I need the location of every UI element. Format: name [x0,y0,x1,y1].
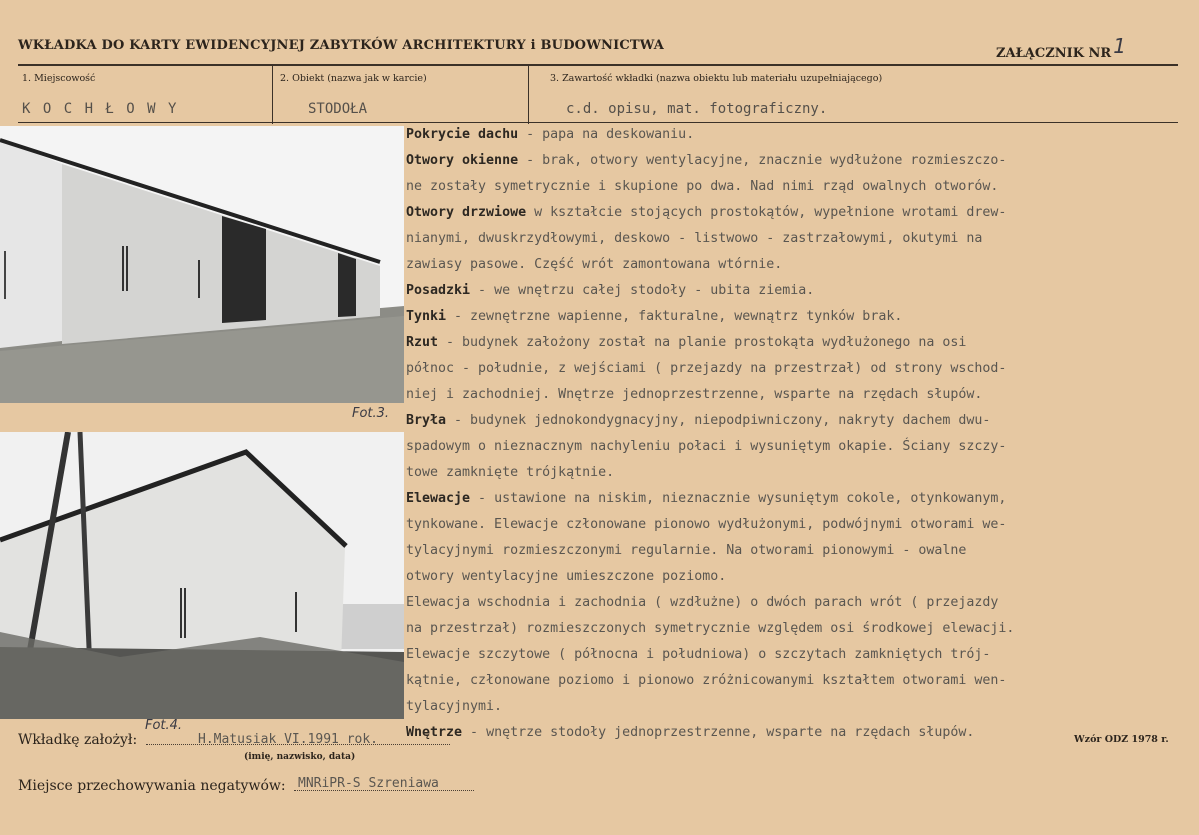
description-line [406,694,1014,720]
annex-number-handwritten: 1 [1113,34,1126,58]
description-heading: Posadzki [406,283,471,298]
description-heading: Tynki [406,309,447,324]
description-line [406,252,1014,278]
content-value: c.d. opisu, mat. fotograficzny. [566,101,828,117]
form-template-label: Wzór ODZ 1978 r. [1074,734,1169,745]
photo-barn-gable [0,432,404,719]
place-value: K O C H Ł O W Y [22,101,179,117]
description-line [406,668,1014,694]
description-text [406,122,1014,746]
description-content: otwory wentylacyjne umieszczone poziomo. [406,569,727,584]
description-heading: Otwory okienne [406,153,519,168]
photo-caption-1: Fot.3. [352,406,390,421]
description-content: w kształcie stojących prostokątów, wypełnione wrotami drew- [526,205,1007,220]
field-divider-1 [272,66,273,124]
description-content: na przestrzał) rozmieszczonych symetrycznie względem osi środkowej elewacji. [406,621,1015,636]
founder-label: Wkładkę założył: [18,732,138,748]
description-heading: Rzut [406,335,439,350]
header-rule [18,64,1178,66]
description-content: tylacyjnymi. [406,699,503,714]
description-content: - ustawione na niskim, nieznacznie wysuniętym cokole, otynkowanym, [470,491,1007,506]
description-line [406,304,1014,330]
description-line [406,434,1014,460]
description-content: północ - południe, z wejściami ( przejazdy na przestrzał) od strony wschod- [406,361,1007,376]
barn-photo-1-image [0,126,404,403]
annex-label: ZAŁĄCZNIK NR [996,46,1112,61]
barn-photo-2-image [0,432,404,719]
description-line [406,330,1014,356]
description-line [406,148,1014,174]
photo-barn-long-side [0,126,404,403]
description-content: - papa na deskowaniu. [518,127,695,142]
description-content: towe zamknięte trójkątnie. [406,465,615,480]
founder-value: H.Matusiak VI.1991 rok. [198,732,379,747]
description-content: - zewnętrzne wapienne, fakturalne, wewnątrz tynków brak. [446,309,903,324]
description-content: - wnętrze stodoły jednoprzestrzenne, wsparte na rzędach słupów. [462,725,975,740]
description-line [406,538,1014,564]
description-content: niej i zachodniej. Wnętrze jednoprzestrzenne, wsparte na rzędach słupów. [406,387,983,402]
description-line [406,590,1014,616]
storage-label: Miejsce przechowywania negatywów: [18,778,286,794]
description-heading: Bryła [406,413,447,428]
description-line [406,616,1014,642]
description-content: spadowym o nieznacznym nachyleniu połaci i wysuniętym okapie. Ściany szczy- [406,439,1007,454]
description-heading: Wnętrze [406,725,463,740]
place-label: 1. Miejscowość [22,73,96,84]
description-line [406,460,1014,486]
object-value: STODOŁA [308,101,368,117]
description-line [406,226,1014,252]
description-content: nianymi, dwuskrzydłowymi, deskowo - listwowo - zastrzałowymi, okutymi na [406,231,983,246]
description-line [406,382,1014,408]
description-content: - budynek jednokondygnacyjny, niepodpiwniczony, nakryty dachem dwu- [446,413,991,428]
description-line [406,512,1014,538]
description-content: Elewacja wschodnia i zachodnia ( wzdłużne) o dwóch parach wrót ( przejazdy [406,595,999,610]
description-line [406,720,1014,746]
description-content: tynkowane. Elewacje członowane pionowo wydłużonymi, podwójnymi otworami we- [406,517,1007,532]
field-divider-2 [528,66,529,124]
description-line [406,200,1014,226]
description-content: ne zostały symetrycznie i skupione po dwa. Nad nimi rząd owalnych otworów. [406,179,999,194]
description-line [406,408,1014,434]
description-content: zawiasy pasowe. Część wrót zamontowana wtórnie. [406,257,783,272]
description-line [406,642,1014,668]
description-heading: Elewacje [406,491,471,506]
description-heading: Pokrycie dachu [406,127,519,142]
description-line [406,122,1014,148]
description-line [406,486,1014,512]
content-label: 3. Zawartość wkładki (nazwa obiektu lub materiału uzupełniającego) [550,73,883,84]
description-line [406,174,1014,200]
description-content: tylacyjnymi rozmieszczonymi regularnie. Na otworami pionowymi - owalne [406,543,967,558]
description-line [406,356,1014,382]
object-label: 2. Obiekt (nazwa jak w karcie) [280,73,427,84]
annex-number [996,34,1126,62]
form-title: WKŁADKA DO KARTY EWIDENCYJNEJ ZABYTKÓW ARCHITEKTURY i BUDOWNICTWA [18,38,665,53]
description-content: - brak, otwory wentylacyjne, znacznie wydłużone rozmieszczo- [518,153,1007,168]
description-content: - we wnętrzu całej stodoły - ubita ziemia. [470,283,815,298]
photo-caption-2: Fot.4. [145,718,183,733]
description-line [406,278,1014,304]
description-content: Elewacje szczytowe ( północna i południowa) o szczytach zamkniętych trój- [406,647,991,662]
founder-hint: (imię, nazwisko, data) [244,752,356,762]
description-heading: Otwory drzwiowe [406,205,527,220]
description-line [406,564,1014,590]
storage-value: MNRiPR-S Szreniawa [298,776,439,791]
description-content: - budynek założony został na planie prostokąta wydłużonego na osi [438,335,967,350]
description-content: kątnie, członowane poziomo i pionowo zróżnicowanymi kształtem otworami wen- [406,673,1007,688]
